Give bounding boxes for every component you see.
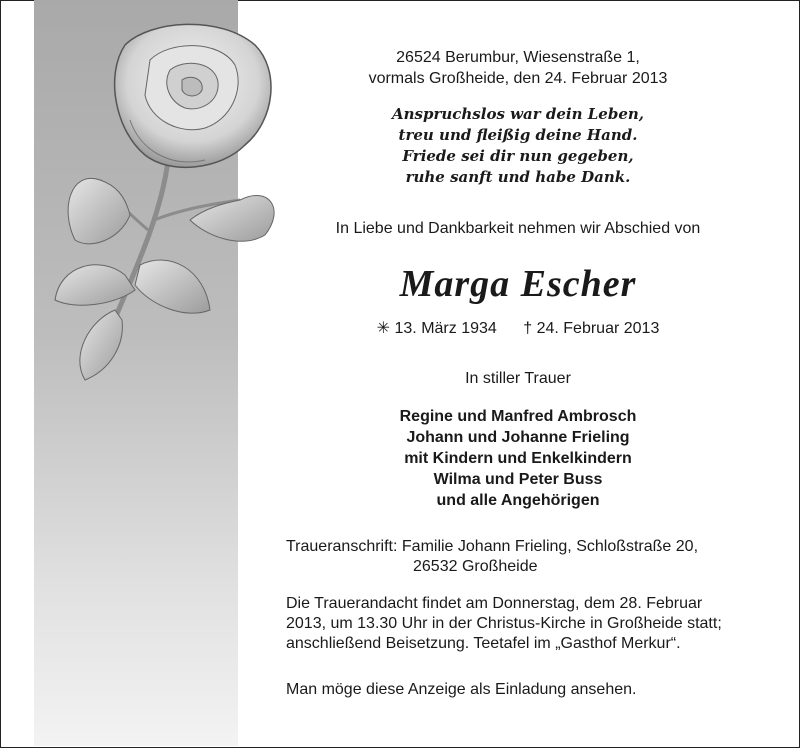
farewell-intro: In Liebe und Dankbarkeit nehmen wir Abschied von	[335, 220, 701, 237]
mourning-address-line1: Traueranschrift: Familie Johann Frieling, Schloßstraße 20,	[286, 538, 699, 555]
invitation-note: Man möge diese Anzeige als Einladung ansehen.	[286, 681, 637, 698]
deceased-name: Marga Escher	[399, 263, 637, 305]
header-address	[236, 47, 800, 89]
family-member: und alle Angehörigen	[436, 492, 600, 509]
poem-line: Anspruchslos war dein Leben,	[391, 105, 644, 123]
death-date: † 24. Februar 2013	[523, 320, 660, 337]
birth-date: ✳ 13. März 1934	[376, 320, 497, 337]
life-dates	[236, 318, 800, 339]
poem-line: treu und fleißig deine Hand.	[398, 126, 638, 144]
family-member: Johann und Johanne Frieling	[406, 429, 630, 446]
mourning-line: In stiller Trauer	[465, 370, 571, 387]
poem-line: Friede sei dir nun gegeben,	[402, 147, 634, 165]
poem	[236, 104, 800, 188]
poem-line: ruhe sanft und habe Dank.	[405, 168, 631, 186]
family-list	[236, 406, 800, 511]
service-notice: Die Trauerandacht findet am Donnerstag, dem 28. Februar 2013, um 13.30 Uhr in der Christus-Kirche in Großheide statt; anschließend Beisetzung. Teetafel im „Gasthof Merkur“.	[286, 595, 722, 652]
family-member: Regine und Manfred Ambrosch	[399, 408, 637, 425]
header-address-line1: 26524 Berumbur, Wiesenstraße 1,	[396, 49, 640, 66]
header-address-line2: vormals Großheide, den 24. Februar 2013	[368, 70, 668, 87]
family-member: Wilma und Peter Buss	[433, 471, 603, 488]
mourning-address	[286, 537, 766, 577]
mourning-address-line2: 26532 Großheide	[413, 558, 538, 575]
family-member: mit Kindern und Enkelkindern	[404, 450, 632, 467]
